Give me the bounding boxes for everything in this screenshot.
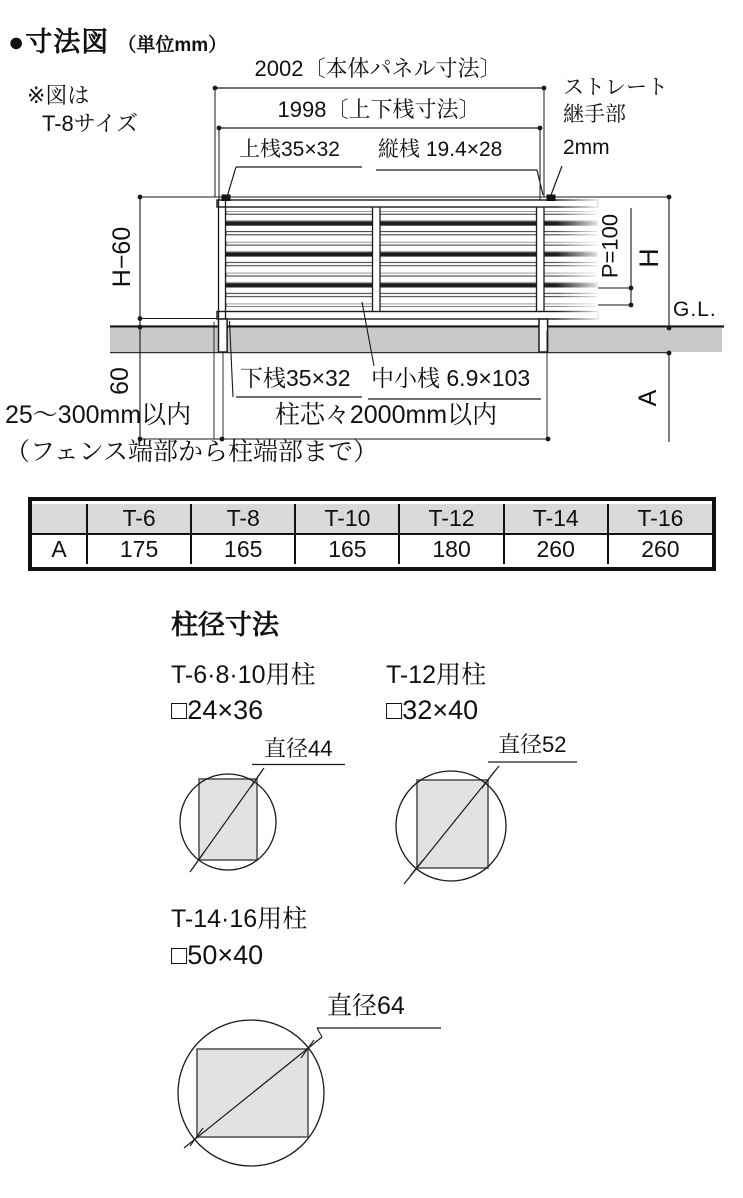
top-rail-label: 上桟35×32 xyxy=(239,138,340,161)
table-header-cell: T-12 xyxy=(399,504,503,534)
pitch-dimension: P=100 xyxy=(597,213,623,279)
left-post xyxy=(219,319,228,352)
post-diameter-heading: 柱径寸法 xyxy=(171,610,279,640)
rail-width-dimension: 1998〔上下桟寸法〕 xyxy=(277,97,481,122)
embed-60-dimension: 60 xyxy=(105,367,134,395)
post-large-size: □50×40 xyxy=(171,940,264,970)
height-dimension: H xyxy=(633,248,664,268)
ground-band xyxy=(110,328,722,352)
table-cell: 260 xyxy=(608,534,712,564)
size-note-line1: ※図は xyxy=(27,83,90,108)
mid-rail-label: 中小桟 6.9×103 xyxy=(371,365,531,391)
end-offset-dimension: 25〜300mm以内 xyxy=(5,401,192,429)
bottom-rail xyxy=(217,312,598,320)
post-large-diameter-label: 直径64 xyxy=(327,992,405,1020)
embed-a-dimension: A xyxy=(633,389,662,407)
post-medium-title: T-12用柱 xyxy=(386,661,487,689)
post-diagram-medium xyxy=(396,762,577,884)
ground-level-label: G.L. xyxy=(673,298,717,321)
table-cell: 165 xyxy=(295,534,399,564)
slat-section-right xyxy=(381,211,537,307)
panel-width-dimension: 2002〔本体パネル寸法〕 xyxy=(254,56,502,81)
table-cell: 165 xyxy=(191,534,295,564)
table-cell: A xyxy=(32,534,87,564)
page-title-text: ●寸法図 xyxy=(8,27,110,57)
height-minus-60-dimension: H−60 xyxy=(107,226,136,288)
table-header-cell: T-14 xyxy=(504,504,608,534)
top-rail xyxy=(217,200,598,207)
left-post-cap xyxy=(222,195,231,202)
table-header-cell: T-6 xyxy=(87,504,191,534)
vertical-rail-label: 縦桟 19.4×28 xyxy=(378,138,503,161)
table-cell: 260 xyxy=(504,534,608,564)
table-header-cell: T-8 xyxy=(191,504,295,534)
joint-label-line1: ストレート xyxy=(563,76,668,99)
page-title xyxy=(8,20,227,59)
size-note-line2: T-8サイズ xyxy=(42,111,139,136)
end-offset-note: （フェンス端部から柱端部まで） xyxy=(5,438,379,466)
unit-note: （単位mm） xyxy=(117,35,228,56)
table-header-cell: T-16 xyxy=(608,504,712,534)
post-small-size: □24×36 xyxy=(171,695,264,725)
bottom-rail-label: 下桟35×32 xyxy=(240,365,351,391)
table-row xyxy=(32,534,712,564)
table-cell: 175 xyxy=(87,534,191,564)
fence-panel xyxy=(217,195,598,320)
joint-size-label: 2mm xyxy=(563,136,610,159)
post-large-title: T-14·16用柱 xyxy=(171,905,308,933)
table-cell: 180 xyxy=(399,534,503,564)
table-header-cell xyxy=(32,504,87,534)
embed-depth-table xyxy=(28,497,716,571)
right-post xyxy=(539,319,548,352)
post-pitch-dimension: 柱芯々2000mm以内 xyxy=(274,401,498,429)
slat-section-left xyxy=(226,211,372,307)
table-header-row xyxy=(32,504,712,534)
post-small-diameter-label: 直径44 xyxy=(264,736,333,761)
joint-cap xyxy=(547,195,556,202)
post-medium-size: □32×40 xyxy=(386,695,479,725)
table-header-cell: T-10 xyxy=(295,504,399,534)
post-diagram-large xyxy=(178,1020,441,1166)
post-small-title: T-6·8·10用柱 xyxy=(171,661,316,689)
joint-label-line2: 継手部 xyxy=(563,103,626,126)
post-medium-diameter-label: 直径52 xyxy=(498,732,567,757)
post-diagram-small xyxy=(180,765,345,873)
